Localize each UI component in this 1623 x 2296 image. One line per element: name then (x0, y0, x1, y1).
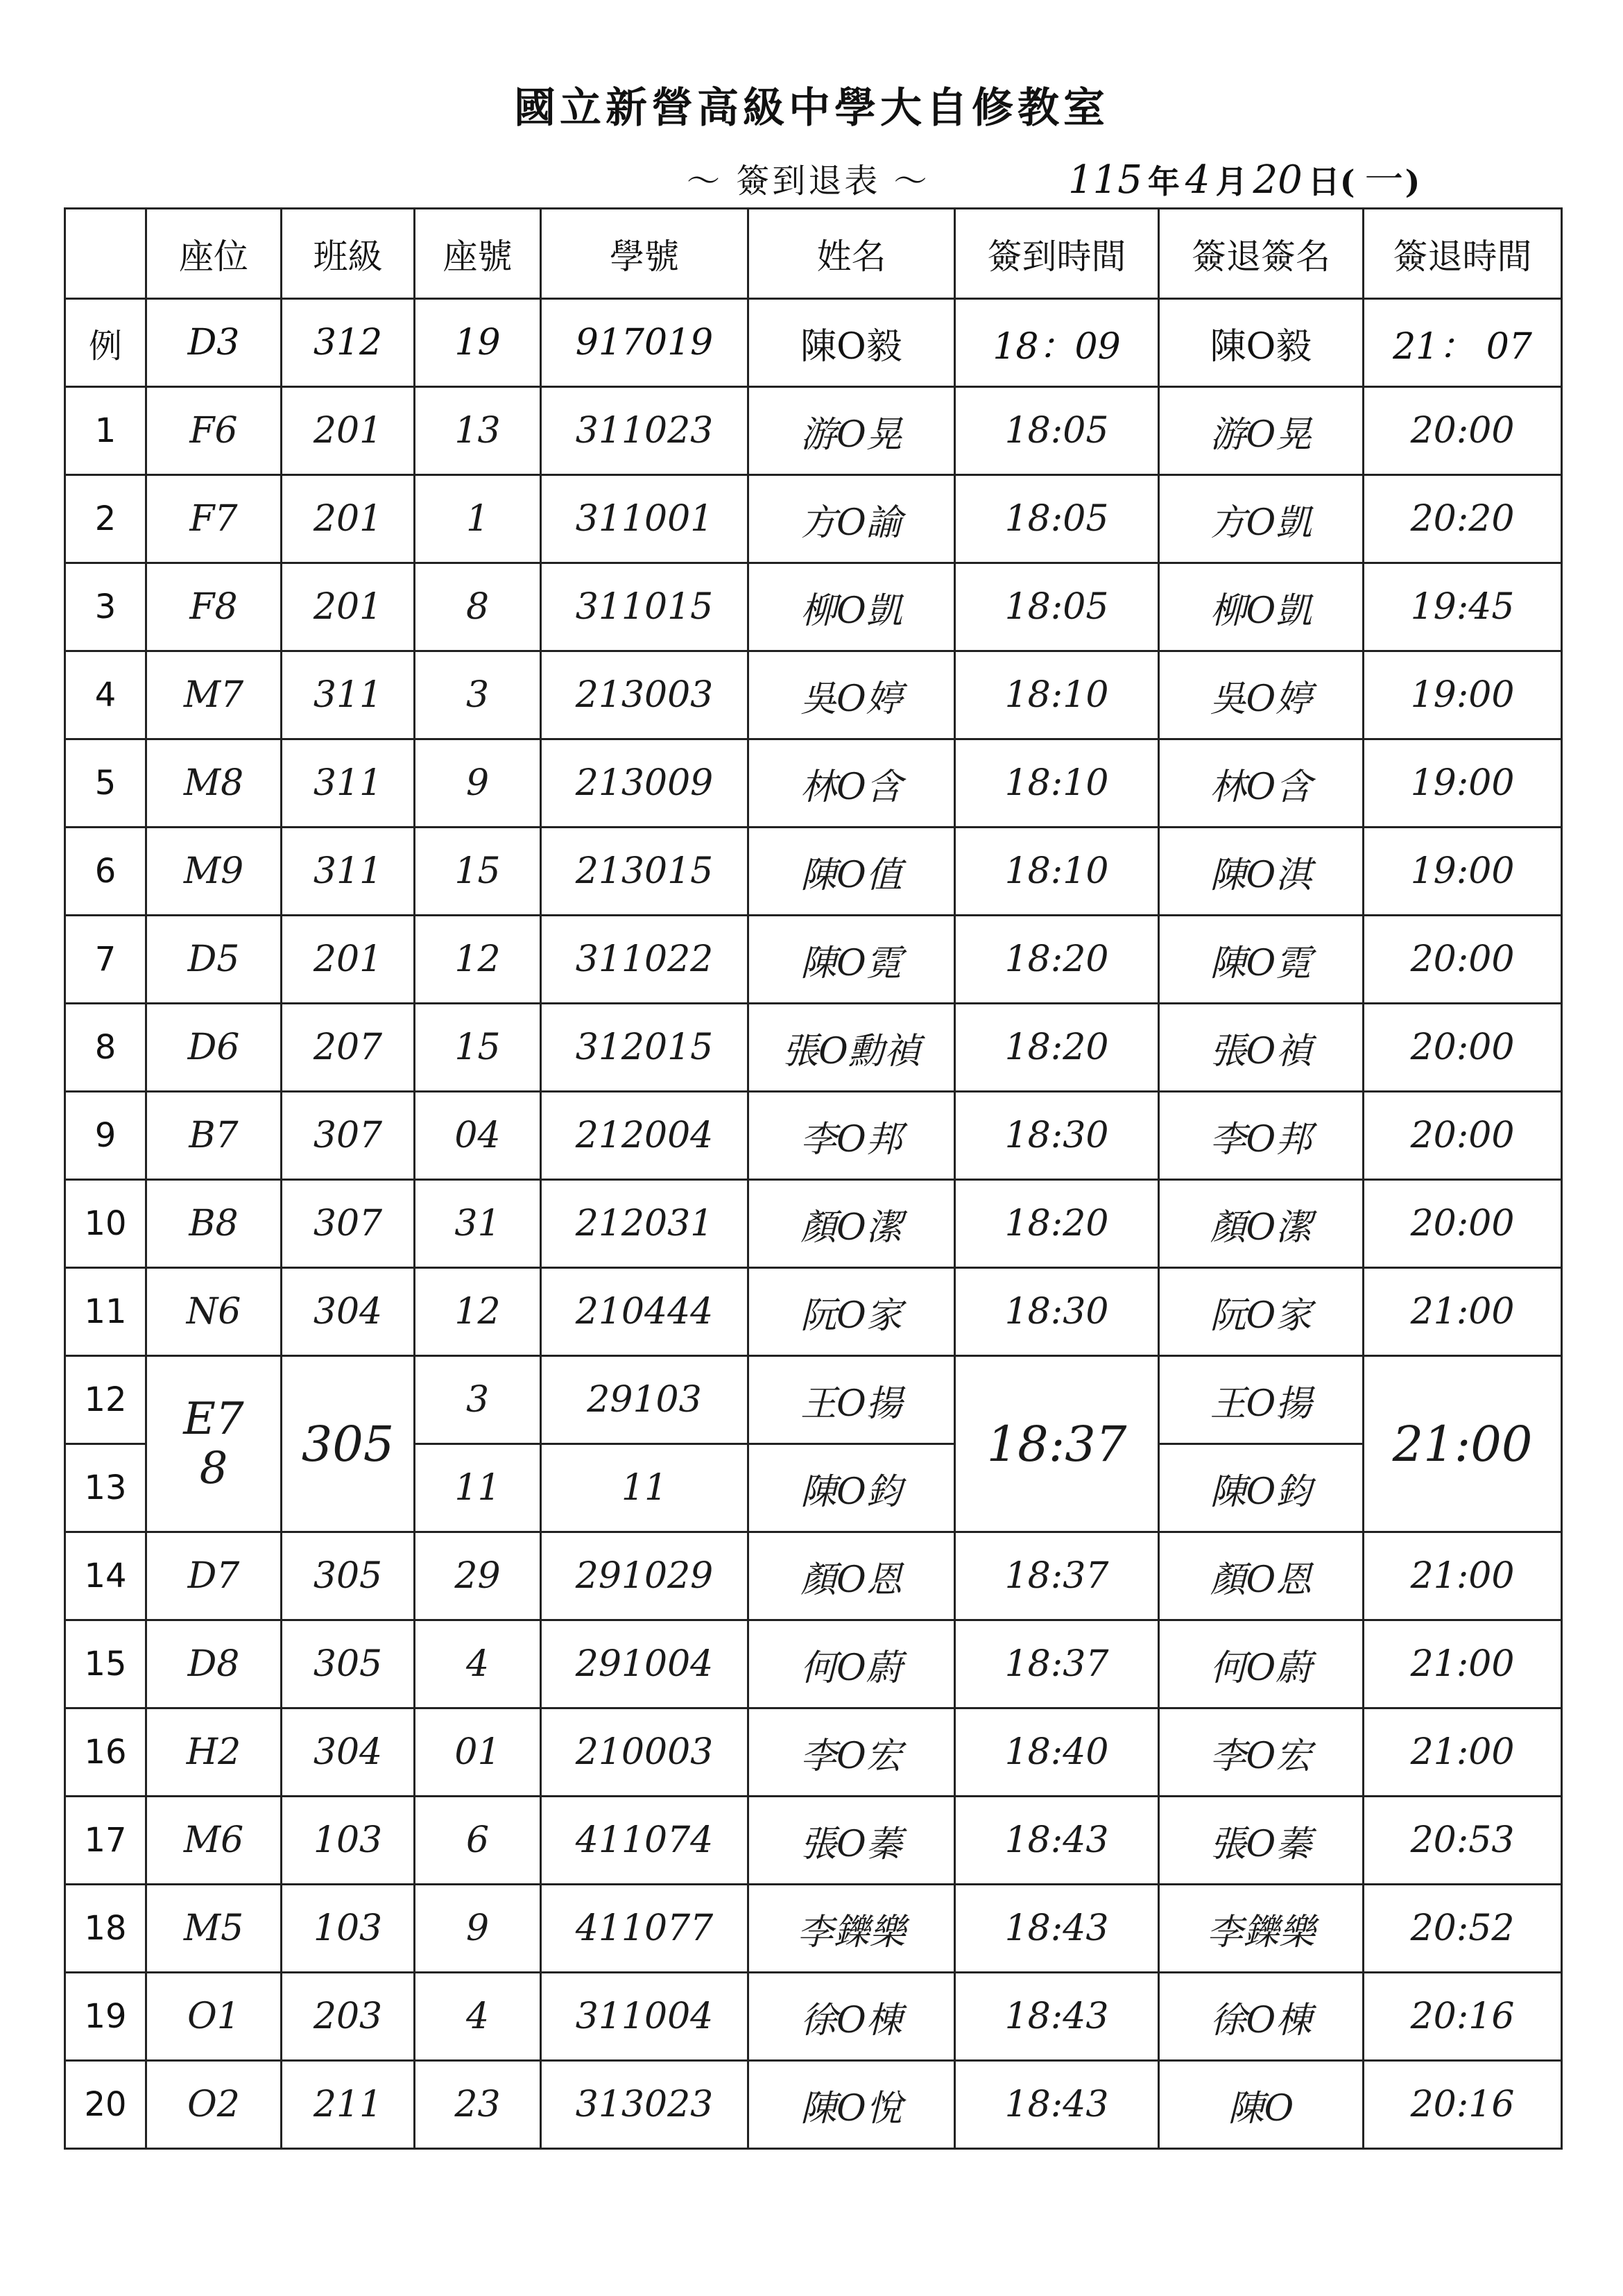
cell-number: 6 (415, 1797, 541, 1885)
cell-seat: F6 (146, 387, 282, 475)
cell-class: 201 (282, 916, 415, 1004)
cell-number: 12 (415, 916, 541, 1004)
cell-sign-out-name: 何O蔚 (1159, 1620, 1364, 1708)
cell-seat: O1 (146, 1973, 282, 2061)
row-index: 1 (65, 387, 146, 475)
table-row (65, 563, 1562, 651)
cell-class: 311 (282, 651, 415, 739)
cell-name: 陳O鈞 (748, 1444, 955, 1532)
cell-name: 陳O霓 (748, 916, 955, 1004)
cell-sign-out-name: 李鑠樂 (1159, 1885, 1364, 1973)
cell-class-merged: 305 (282, 1356, 415, 1532)
cell-sign-out: 21:00 (1364, 1620, 1562, 1708)
cell-class: 203 (282, 1973, 415, 2061)
cell-class: 103 (282, 1885, 415, 1973)
cell-sign-in: 18:10 (955, 739, 1159, 828)
sign-in-table (64, 207, 1563, 2150)
table-row (65, 739, 1562, 828)
cell-student-id: 311004 (541, 1973, 748, 2061)
cell-sign-out: 19:45 (1364, 563, 1562, 651)
table-row (65, 1532, 1562, 1620)
cell-class: 307 (282, 1092, 415, 1180)
cell-sign-out: 20:00 (1364, 1092, 1562, 1180)
cell-sign-out-name: 阮O家 (1159, 1268, 1364, 1356)
cell-class: 311 (282, 739, 415, 828)
cell-sign-out-name: 顏O潔 (1159, 1180, 1364, 1268)
cell-student-id: 291004 (541, 1620, 748, 1708)
table-row (65, 1797, 1562, 1885)
cell-sign-out-name: 張O蓁 (1159, 1797, 1364, 1885)
cell-sign-out-name: 吳O婷 (1159, 651, 1364, 739)
cell-number: 1 (415, 475, 541, 563)
date-line (1068, 149, 1420, 203)
cell-name: 王O揚 (748, 1356, 955, 1444)
cell-sign-in: 18:30 (955, 1092, 1159, 1180)
row-index: 2 (65, 475, 146, 563)
cell-class: 201 (282, 387, 415, 475)
cell-student-id: 311022 (541, 916, 748, 1004)
cell-class: 207 (282, 1004, 415, 1092)
cell-sign-out-name: 柳O凱 (1159, 563, 1364, 651)
cell-student-id: 212031 (541, 1180, 748, 1268)
date-month-unit: 月 (1215, 163, 1248, 200)
cell-number: 8 (415, 563, 541, 651)
cell-seat: D5 (146, 916, 282, 1004)
table-row (65, 475, 1562, 563)
cell-seat: D7 (146, 1532, 282, 1620)
cell-name: 張O勳禎 (748, 1004, 955, 1092)
cell-name: 李O宏 (748, 1708, 955, 1797)
cell-student-id: 411074 (541, 1797, 748, 1885)
cell-seat: B7 (146, 1092, 282, 1180)
table-row (65, 651, 1562, 739)
cell-seat: F8 (146, 563, 282, 651)
cell-student-id: 311001 (541, 475, 748, 563)
example-seat: D3 (146, 299, 282, 387)
cell-sign-in: 18:43 (955, 2061, 1159, 2149)
cell-name: 陳O悅 (748, 2061, 955, 2149)
cell-seat: D8 (146, 1620, 282, 1708)
cell-sign-out-name: 徐O棟 (1159, 1973, 1364, 2061)
cell-student-id: 312015 (541, 1004, 748, 1092)
row-index: 3 (65, 563, 146, 651)
cell-class: 304 (282, 1268, 415, 1356)
cell-class: 201 (282, 475, 415, 563)
page-title: 國立新營高級中學大自修教室 (514, 84, 1109, 132)
row-index: 20 (65, 2061, 146, 2149)
cell-sign-out-name: 李O宏 (1159, 1708, 1364, 1797)
cell-student-id: 210003 (541, 1708, 748, 1797)
cell-sign-in: 18:30 (955, 1268, 1159, 1356)
table-row (65, 1268, 1562, 1356)
cell-sign-in: 18:37 (955, 1532, 1159, 1620)
row-index: 11 (65, 1268, 146, 1356)
cell-sign-in: 18:37 (955, 1620, 1159, 1708)
cell-sign-out-name: 陳O (1159, 2061, 1364, 2149)
row-index: 10 (65, 1180, 146, 1268)
cell-sign-out-name: 林O含 (1159, 739, 1364, 828)
table-row (65, 1885, 1562, 1973)
example-number: 19 (415, 299, 541, 387)
cell-name: 林O含 (748, 739, 955, 828)
cell-sign-out: 20:00 (1364, 387, 1562, 475)
cell-name: 吳O婷 (748, 651, 955, 739)
example-student-id: 917019 (541, 299, 748, 387)
example-name: 陳O毅 (748, 299, 955, 387)
cell-number: 29 (415, 1532, 541, 1620)
cell-student-id: 291029 (541, 1532, 748, 1620)
cell-class: 305 (282, 1620, 415, 1708)
cell-number: 15 (415, 828, 541, 916)
cell-name: 柳O凱 (748, 563, 955, 651)
cell-number: 13 (415, 387, 541, 475)
cell-student-id: 213009 (541, 739, 748, 828)
row-index: 6 (65, 828, 146, 916)
col-name: 姓名 (748, 209, 955, 299)
cell-sign-out: 20:00 (1364, 1004, 1562, 1092)
cell-name: 方O諭 (748, 475, 955, 563)
table-row (65, 1092, 1562, 1180)
cell-name: 李鑠樂 (748, 1885, 955, 1973)
row-index: 9 (65, 1092, 146, 1180)
table-row (65, 1620, 1562, 1708)
cell-sign-in: 18:20 (955, 1180, 1159, 1268)
example-sign-in: 18：09 (955, 299, 1159, 387)
cell-class: 201 (282, 563, 415, 651)
col-seat: 座位 (146, 209, 282, 299)
col-class: 班級 (282, 209, 415, 299)
cell-sign-in: 18:05 (955, 563, 1159, 651)
cell-name: 阮O家 (748, 1268, 955, 1356)
cell-seat: D6 (146, 1004, 282, 1092)
cell-number: 9 (415, 739, 541, 828)
row-index: 14 (65, 1532, 146, 1620)
col-student-id: 學號 (541, 209, 748, 299)
date-weekday: 一 (1360, 157, 1400, 203)
cell-seat: M9 (146, 828, 282, 916)
col-index (65, 209, 146, 299)
cell-student-id: 210444 (541, 1268, 748, 1356)
cell-student-id: 212004 (541, 1092, 748, 1180)
table-row (65, 1004, 1562, 1092)
cell-sign-out-name: 李O邦 (1159, 1092, 1364, 1180)
cell-sign-out-name: 陳O霓 (1159, 916, 1364, 1004)
cell-name: 何O蔚 (748, 1620, 955, 1708)
cell-class: 307 (282, 1180, 415, 1268)
cell-number: 12 (415, 1268, 541, 1356)
cell-sign-out-name: 陳O淇 (1159, 828, 1364, 916)
cell-number: 31 (415, 1180, 541, 1268)
cell-seat: M6 (146, 1797, 282, 1885)
cell-name: 顏O恩 (748, 1532, 955, 1620)
table-row (65, 1356, 1562, 1444)
cell-sign-in-merged: 18:37 (955, 1356, 1159, 1532)
cell-sign-out: 20:00 (1364, 916, 1562, 1004)
row-index: 15 (65, 1620, 146, 1708)
row-index: 17 (65, 1797, 146, 1885)
col-sign-out-time: 簽退時間 (1364, 209, 1562, 299)
row-index: 5 (65, 739, 146, 828)
example-sign-out-name: 陳O毅 (1159, 299, 1364, 387)
cell-sign-in: 18:20 (955, 1004, 1159, 1092)
cell-sign-in: 18:20 (955, 916, 1159, 1004)
date-year: 115 (1068, 157, 1142, 203)
cell-sign-out: 20:16 (1364, 1973, 1562, 2061)
cell-sign-out: 21:00 (1364, 1708, 1562, 1797)
cell-name: 游O晃 (748, 387, 955, 475)
cell-number: 3 (415, 1356, 541, 1444)
table-row (65, 916, 1562, 1004)
date-close: ) (1405, 163, 1420, 200)
cell-sign-in: 18:10 (955, 651, 1159, 739)
row-index: 16 (65, 1708, 146, 1797)
row-index: 13 (65, 1444, 146, 1532)
cell-seat-merged-line: 8 (199, 1442, 228, 1494)
cell-class: 304 (282, 1708, 415, 1797)
cell-class: 103 (282, 1797, 415, 1885)
cell-seat-merged-line: E7 (183, 1394, 244, 1446)
cell-number: 23 (415, 2061, 541, 2149)
cell-seat: O2 (146, 2061, 282, 2149)
cell-seat: M8 (146, 739, 282, 828)
date-day-unit: 日( (1307, 163, 1355, 200)
cell-student-id: 213003 (541, 651, 748, 739)
cell-student-id: 213015 (541, 828, 748, 916)
cell-sign-out: 19:00 (1364, 651, 1562, 739)
cell-student-id: 11 (541, 1444, 748, 1532)
cell-class: 311 (282, 828, 415, 916)
form-subtitle: ～ 簽到退表 ～ (687, 162, 930, 200)
row-index: 19 (65, 1973, 146, 2061)
cell-class: 211 (282, 2061, 415, 2149)
cell-name: 李O邦 (748, 1092, 955, 1180)
cell-seat: M7 (146, 651, 282, 739)
cell-number: 3 (415, 651, 541, 739)
row-index: 18 (65, 1885, 146, 1973)
cell-student-id: 411077 (541, 1885, 748, 1973)
table-row (65, 2061, 1562, 2149)
cell-number: 4 (415, 1620, 541, 1708)
cell-sign-out-name: 顏O恩 (1159, 1532, 1364, 1620)
cell-sign-out: 19:00 (1364, 828, 1562, 916)
cell-number: 01 (415, 1708, 541, 1797)
cell-seat-merged (146, 1356, 282, 1532)
col-sign-in-time: 簽到時間 (955, 209, 1159, 299)
cell-number: 11 (415, 1444, 541, 1532)
cell-sign-out-name: 陳O鈞 (1159, 1444, 1364, 1532)
cell-student-id: 311015 (541, 563, 748, 651)
cell-number: 4 (415, 1973, 541, 2061)
cell-sign-in: 18:10 (955, 828, 1159, 916)
cell-seat: F7 (146, 475, 282, 563)
example-class: 312 (282, 299, 415, 387)
cell-sign-out: 20:00 (1364, 1180, 1562, 1268)
cell-sign-in: 18:05 (955, 387, 1159, 475)
date-day: 20 (1253, 157, 1303, 203)
cell-seat: H2 (146, 1708, 282, 1797)
cell-sign-out: 20:53 (1364, 1797, 1562, 1885)
cell-student-id: 313023 (541, 2061, 748, 2149)
example-row (65, 299, 1562, 387)
cell-sign-out-name: 游O晃 (1159, 387, 1364, 475)
cell-sign-in: 18:40 (955, 1708, 1159, 1797)
cell-student-id: 311023 (541, 387, 748, 475)
row-index: 4 (65, 651, 146, 739)
cell-number: 9 (415, 1885, 541, 1973)
date-year-unit: 年 (1147, 163, 1180, 200)
cell-sign-out-name: 方O凱 (1159, 475, 1364, 563)
col-number: 座號 (415, 209, 541, 299)
row-index: 7 (65, 916, 146, 1004)
cell-name: 顏O潔 (748, 1180, 955, 1268)
cell-sign-out: 20:20 (1364, 475, 1562, 563)
cell-sign-out: 19:00 (1364, 739, 1562, 828)
table-row (65, 1973, 1562, 2061)
cell-sign-out-name: 王O揚 (1159, 1356, 1364, 1444)
cell-sign-out: 20:52 (1364, 1885, 1562, 1973)
cell-sign-in: 18:43 (955, 1797, 1159, 1885)
header-row (65, 209, 1562, 299)
row-index: 8 (65, 1004, 146, 1092)
example-index: 例 (65, 299, 146, 387)
table-row (65, 828, 1562, 916)
cell-name: 陳O值 (748, 828, 955, 916)
cell-sign-in: 18:43 (955, 1973, 1159, 2061)
cell-seat: N6 (146, 1268, 282, 1356)
cell-sign-in: 18:43 (955, 1885, 1159, 1973)
cell-sign-out-merged: 21:00 (1364, 1356, 1562, 1532)
cell-seat: M5 (146, 1885, 282, 1973)
date-month: 4 (1185, 157, 1210, 203)
row-index: 12 (65, 1356, 146, 1444)
cell-name: 徐O棟 (748, 1973, 955, 2061)
cell-number: 04 (415, 1092, 541, 1180)
cell-sign-in: 18:05 (955, 475, 1159, 563)
cell-number: 15 (415, 1004, 541, 1092)
cell-sign-out: 21:00 (1364, 1268, 1562, 1356)
cell-sign-out: 21:00 (1364, 1532, 1562, 1620)
cell-student-id: 29103 (541, 1356, 748, 1444)
cell-class: 305 (282, 1532, 415, 1620)
table-row (65, 387, 1562, 475)
col-sign-out-signature: 簽退簽名 (1159, 209, 1364, 299)
table-row (65, 1180, 1562, 1268)
cell-sign-out: 20:16 (1364, 2061, 1562, 2149)
cell-sign-out-name: 張O禎 (1159, 1004, 1364, 1092)
table-row (65, 1708, 1562, 1797)
cell-seat: B8 (146, 1180, 282, 1268)
cell-name: 張O蓁 (748, 1797, 955, 1885)
example-sign-out: 21： 07 (1364, 299, 1562, 387)
